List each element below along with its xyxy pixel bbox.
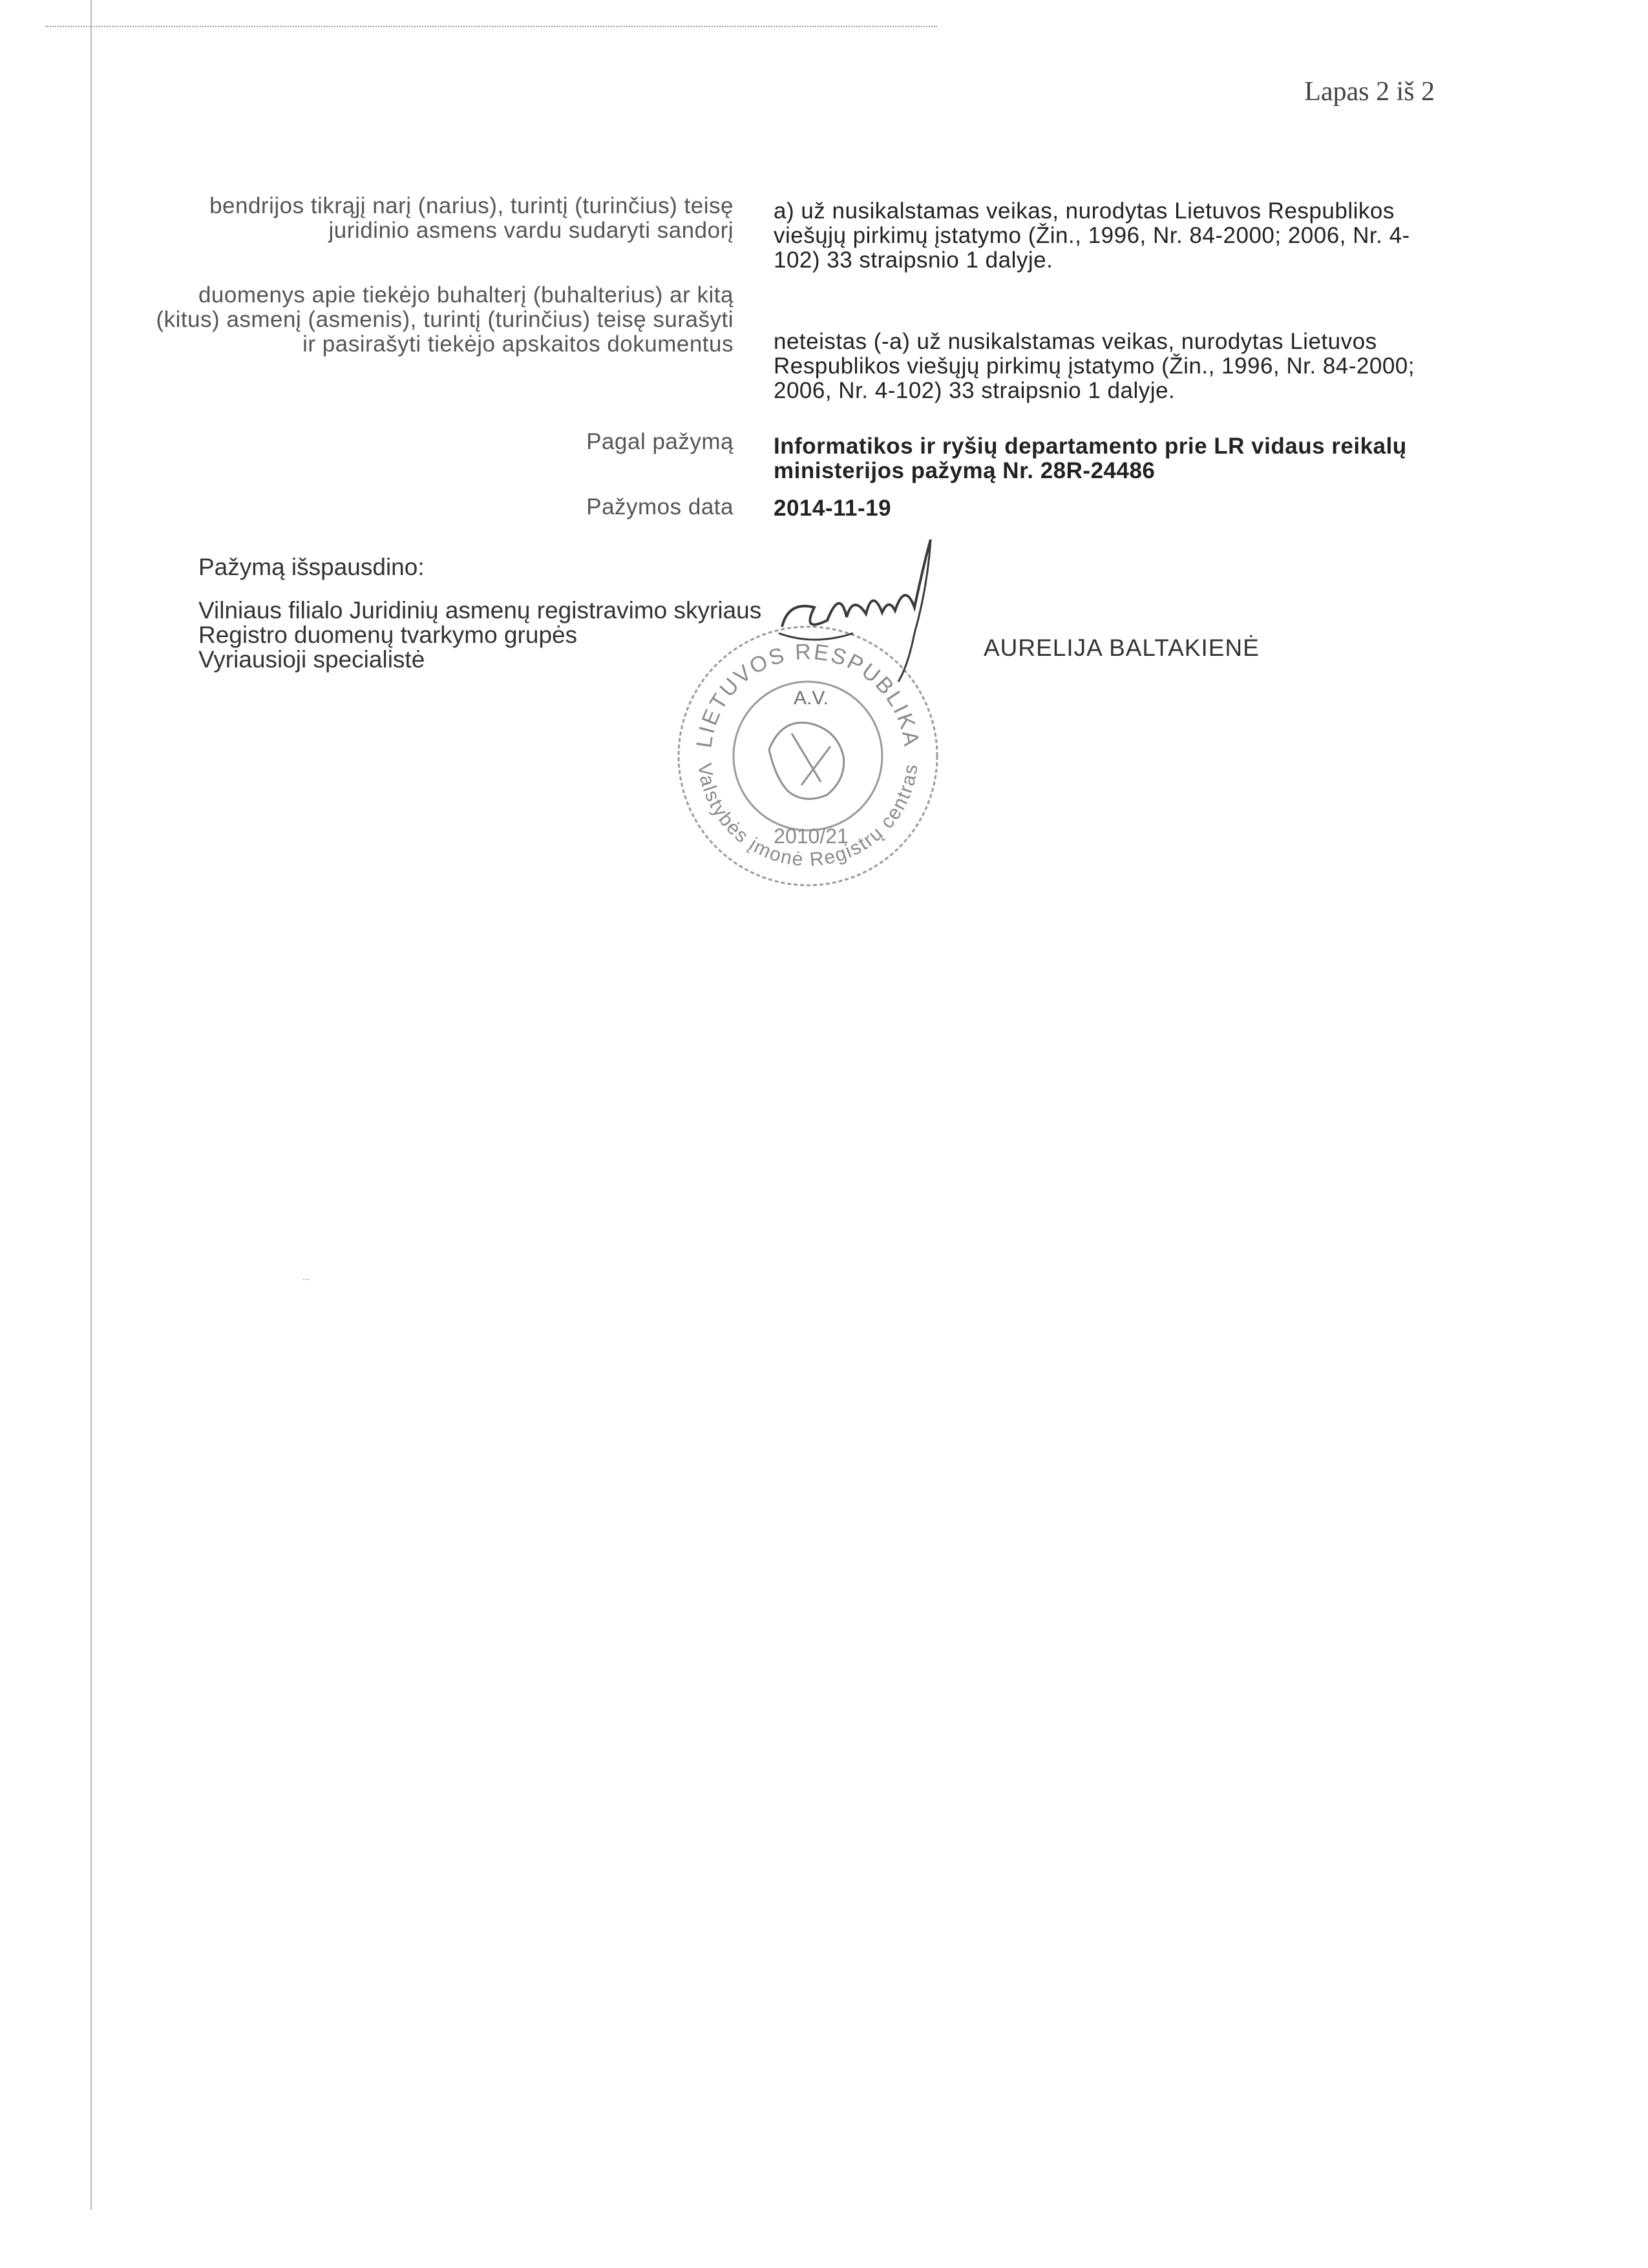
issuer-line: Vyriausioji specialistė	[198, 646, 425, 673]
field-label-date: Pažymos data	[586, 494, 734, 520]
field-label-certificate: Pagal pažymą	[586, 429, 734, 454]
coat-of-arms-icon	[769, 722, 844, 799]
scan-speck: ...	[302, 1272, 310, 1282]
stamp-bottom-text: Valstybės įmonė Registrų centras	[693, 762, 922, 871]
handwritten-signature	[776, 536, 969, 685]
issuer-line: Registro duomenų tvarkymo grupės	[198, 622, 578, 648]
signer-name: AURELIJA BALTAKIENĖ	[984, 635, 1260, 661]
field-value-date: 2014-11-19	[774, 496, 892, 521]
field-value-partner: a) už nusikalstamas veikas, nurodytas Lietuvos Respublikos viešųjų pirkimų įstatymo (Žin., 1996, Nr. 84-2000; 2006, Nr. 4-102) 33 straipsnio 1 dalyje.	[774, 198, 1410, 273]
stamp-top-text: LIETUVOS RESPUBLIKA	[692, 639, 924, 750]
field-label-accountant: duomenys apie tiekėjo buhalterį (buhalterius) ar kitą (kitus) asmenį (asmenis), turintį (turinčius) teisę surašyti ir pasirašyti tiekėjo apskaitos dokumentus	[156, 282, 734, 357]
scan-artifact-left-margin	[90, 0, 92, 2210]
svg-text:Valstybės įmonė Registrų centr	[693, 762, 922, 870]
page-number: Lapas 2 iš 2	[1304, 77, 1435, 107]
field-label-partner: bendrijos tikrąjį narį (narius), turintį (turinčius) teisę juridinio asmens vardu sudaryti sandorį	[209, 193, 734, 243]
stamp-center-text: A.V.	[794, 688, 829, 709]
field-value-certificate: Informatikos ir ryšių departamento prie LR vidaus reikalų ministerijos pažymą Nr. 28R-24486	[774, 434, 1407, 483]
issuer-line: Vilniaus filialo Juridinių asmenų registravimo skyriaus	[198, 597, 762, 624]
printed-by-label: Pažymą išspausdino:	[198, 554, 425, 580]
stamp-number: 2010/21	[774, 824, 849, 848]
scan-artifact-top-line	[45, 26, 937, 27]
field-value-accountant: neteistas (-a) už nusikalstamas veikas, nurodytas Lietuvos Respublikos viešųjų pirkimų įstatymo (Žin., 1996, Nr. 84-2000; 2006, Nr. 4-102) 33 straipsnio 1 dalyje.	[774, 329, 1415, 403]
